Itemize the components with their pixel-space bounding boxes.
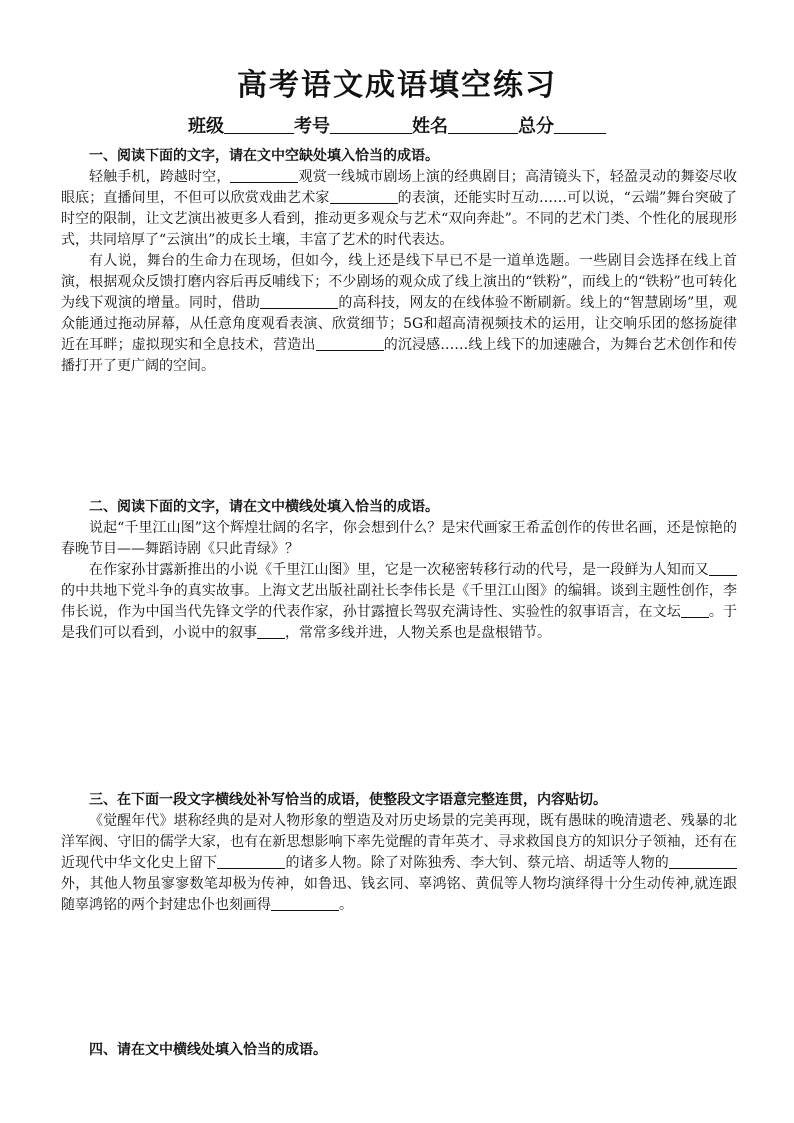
section-3 [61,790,737,916]
section-1-paragraph-1 [61,167,737,251]
section-2-heading: 二、阅读下面的文字，请在文中横线处填入恰当的成语。 [89,499,439,515]
exam-no-blank[interactable] [330,115,412,134]
blank-line[interactable] [260,293,338,309]
text-run: 外，其他人物虽寥寥数笔却极为传神，如鲁迅、钱玄同、辜鸿铭、黄侃等人物均演绎得十分生动传神,就连跟随辜鸿铭的两个封建忠仆也刻画得 [61,876,737,913]
blank-line[interactable] [217,853,285,869]
text-run: 的中共地下党斗争的真实故事。上海文艺出版社副社长李伟长是《千里江山图》的编辑。谈到主题性创作，李伟长说，作为中国当代先锋文学的代表作家，孙甘露擅长驾驭充满诗性、实验性的叙事语言，在文坛 [61,583,737,620]
section-3-heading: 三、在下面一段文字横线处补写恰当的成语，使整段文字语意完整连贯，内容贴切。 [89,792,607,808]
section-1-heading: 一、阅读下面的文字，请在文中空缺处填入恰当的成语。 [89,148,439,164]
section-2-paragraph-1: 说起“千里江山图”这个辉煌壮阔的名字，你会想到什么？是宋代画家王希孟创作的传世名画，还是惊艳的春晚节目——舞蹈诗剧《只此青绿》？ [61,520,737,557]
section-1 [61,146,737,377]
text-run: 在作家孙甘露新推出的小说《千里江山图》里，它是一次秘密转移行动的代号，是一段鲜为人知而又 [89,562,709,578]
section-1-paragraph-2 [61,251,737,377]
blank-line[interactable] [681,602,709,618]
blank-line[interactable] [330,188,398,204]
section-2-paragraph-2 [61,560,737,644]
section-3-paragraph-1 [61,811,737,916]
section-2 [61,497,737,644]
text-run: 《觉醒年代》堪称经典的是对人物形象的塑造及对历史场景的完美再现，既有愚昧的晚清遗老、残暴的北洋军阀、守旧的儒学大家，也有在新思想影响下率先觉醒的青年英才、寻求救国良方的知识分子领袖，还有在近现代中华文化史上留下 [61,813,737,871]
blank-line[interactable] [271,895,339,911]
student-info-line [0,112,794,138]
text-run: ，常常多线并进，人物关系也是盘根错节。 [285,625,551,641]
score-blank[interactable] [554,115,606,134]
text-run: 轻触手机，跨越时空， [89,169,231,185]
score-label: 总分 [518,116,554,137]
blank-line[interactable] [257,623,285,639]
name-blank[interactable] [448,115,518,134]
exam-no-label: 考号 [294,116,330,137]
text-run: 的高科技，网友的在线体验不断刷新。线上的“智慧剧场”里，观众能通过拖动屏幕，从任意角度观看表演、欣赏细节；5G和超高清视频技术的运用，让交响乐团的悠扬旋律近在耳畔；虚拟现实和全息技术，营造出 [61,295,737,353]
blank-line[interactable] [316,335,384,351]
class-blank[interactable] [224,115,294,134]
blank-line[interactable] [709,560,737,576]
blank-line[interactable] [230,167,298,183]
text-run: 的表演，还能实时互动……可以说，“云端”舞台突破了时空的限制，让文艺演出被更多人看到，推动更多观众与艺术“双向奔赴”。不同的艺术门类、个性化的展现形式，共同培厚了“云演出”的成长土壤，丰富了艺术的时代表达。 [61,190,737,248]
page-title: 高考语文成语填空练习 [237,68,557,103]
text-run: 。 [339,897,353,913]
section-4-heading: 四、请在文中横线处填入恰当的成语。 [89,1042,327,1058]
section-4 [61,1040,737,1061]
class-label: 班级 [188,116,224,137]
text-run: 的沉浸感……线上线下的加速融合，为舞台艺术创作和传播打开了更广阔的空间。 [61,337,738,374]
name-label: 姓名 [412,116,448,137]
text-run: 有人说，舞台的生命力在现场，但如今，线上还是线下早已不是一道单选题。一些剧目会选择在线上首演，根据观众反馈打磨内容后再反哺线下；不少剧场的观众成了线上演出的“铁粉”，而线上的“铁粉”也可转化为线下观演的增量。同时，借助 [61,253,737,311]
text-run: 的诸多人物。除了对陈独秀、李大钊、蔡元培、胡适等人物的 [285,855,670,871]
text-run: 观赏一线城市剧场上演的经典剧目；高清镜头下，轻盈灵动的舞姿尽收眼底；直播间里，不但可以欣赏戏曲艺术家 [61,169,738,206]
blank-line[interactable] [669,853,737,869]
text-run: 。于是我们可以看到，小说中的叙事 [61,604,738,641]
